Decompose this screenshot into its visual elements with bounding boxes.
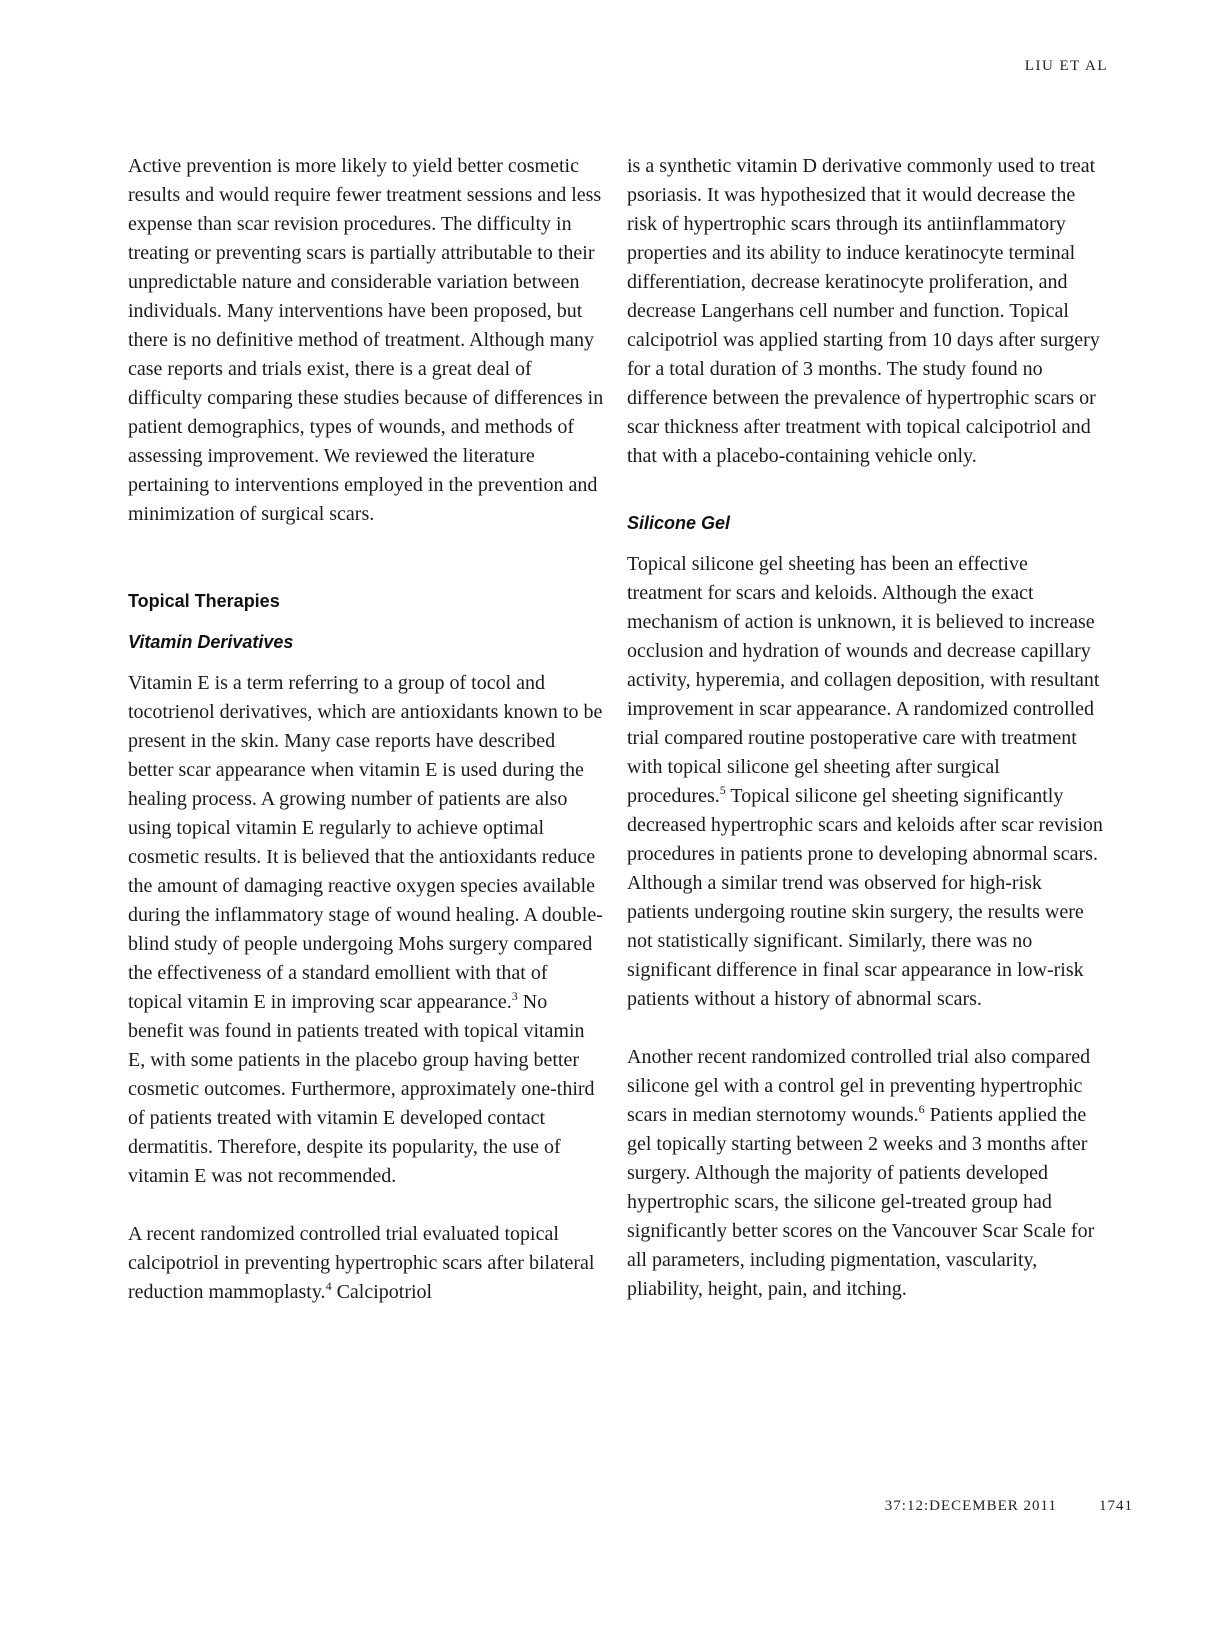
spacer [627, 471, 1103, 509]
right-column [627, 152, 1103, 1304]
left-column [128, 152, 604, 1307]
running-head: LIU ET AL [1024, 58, 1108, 74]
reference-6: 6 [918, 1102, 925, 1116]
subsection-heading-vitamin-derivatives: Vitamin Derivatives [128, 632, 294, 652]
spacer [128, 529, 604, 587]
text-run: Another recent randomized controlled trial also compared silicone gel with a control gel in preventing hypertrophic scars in median sternotomy wounds. [627, 1046, 1091, 1126]
page-footer [885, 1498, 1133, 1515]
calcipotriol-continued-paragraph: is a synthetic vitamin D derivative commonly used to treat psoriasis. It was hypothesized that it would decrease the risk of hypertrophic scars through its antiinflammatory properties and its ability to induce keratinocyte terminal differentiation, decrease keratinocyte proliferation, and decrease Langerhans cell number and function. Topical calcipotriol was applied starting from 10 days after surgery for a total duration of 3 months. The study found no difference between the prevalence of hypertrophic scars or scar thickness after treatment with topical calcipotriol and that with a placebo-containing vehicle only. [627, 155, 1100, 467]
vitamin-e-paragraph [128, 669, 604, 1191]
calcipotriol-paragraph [128, 1220, 604, 1307]
reference-4: 4 [325, 1279, 332, 1293]
text-run: A recent randomized controlled trial evaluated topical calcipotriol in preventing hypertrophic scars after bilateral reduction mammoplasty. [128, 1223, 595, 1303]
spacer [627, 538, 1103, 550]
sternotomy-paragraph [627, 1043, 1103, 1304]
spacer [128, 1191, 604, 1220]
text-run: No benefit was found in patients treated with topical vitamin E, with some patients in the placebo group having better cosmetic outcomes. Furthermore, approximately one-third of patients treated with vitamin E developed contact dermatitis. Therefore, despite its popularity, the use of vitamin E was not recommended. [128, 991, 595, 1187]
text-run: Patients applied the gel topically starting between 2 weeks and 3 months after surgery. Although the majority of patients developed hypertrophic scars, the silicone gel-treated group had significantly better scores on the Vancouver Scar Scale for all parameters, including pigmentation, vascularity, pliability, height, pain, and itching. [627, 1104, 1095, 1300]
silicone-gel-paragraph [627, 550, 1103, 1014]
text-run: Topical silicone gel sheeting significantly decreased hypertrophic scars and keloids after scar revision procedures in patients prone to developing abnormal scars. Although a similar trend was observed for high-risk patients undergoing routine skin surgery, the results were not statistically significant. Similarly, there was no significant difference in final scar appearance in low-risk patients without a history of abnormal scars. [627, 785, 1103, 1010]
spacer [128, 616, 604, 628]
page-number: 1741 [1099, 1498, 1133, 1514]
text-run: Calcipotriol [331, 1281, 433, 1303]
intro-paragraph: Active prevention is more likely to yield better cosmetic results and would require fewer treatment sessions and less expense than scar revision procedures. The difficulty in treating or preventing scars is partially attributable to their unpredictable nature and considerable variation between individuals. Many interventions have been proposed, but there is no definitive method of treatment. Although many case reports and trials exist, there is a great deal of difficulty comparing these studies because of differences in patient demographics, types of wounds, and methods of assessing improvement. We reviewed the literature pertaining to interventions employed in the prevention and minimization of surgical scars. [128, 155, 604, 525]
text-run: Topical silicone gel sheeting has been an effective treatment for scars and keloids. Although the exact mechanism of action is unknown, it is believed to increase occlusion and hydration of wounds and decrease capillary activity, hyperemia, and collagen deposition, with resultant improvement in scar appearance. A randomized controlled trial compared routine postoperative care with treatment with topical silicone gel sheeting after surgical procedures. [627, 553, 1100, 807]
spacer [627, 1014, 1103, 1043]
text-run: Vitamin E is a term referring to a group of tocol and tocotrienol derivatives, which are antioxidants known to be present in the skin. Many case reports have described better scar appearance when vitamin E is used during the healing process. A growing number of patients are also using topical vitamin E regularly to achieve optimal cosmetic results. It is believed that the antioxidants reduce the amount of damaging reactive oxygen species available during the inflammatory stage of wound healing. A double-blind study of people undergoing Mohs surgery compared the effectiveness of a standard emollient with that of topical vitamin E in improving scar appearance. [128, 672, 603, 1013]
issue-info: 37:12:DECEMBER 2011 [884, 1498, 1057, 1514]
reference-3: 3 [511, 989, 518, 1003]
reference-5: 5 [719, 783, 726, 797]
subsection-heading-silicone-gel: Silicone Gel [627, 513, 731, 533]
spacer [128, 657, 604, 669]
section-heading-topical-therapies: Topical Therapies [128, 591, 280, 611]
